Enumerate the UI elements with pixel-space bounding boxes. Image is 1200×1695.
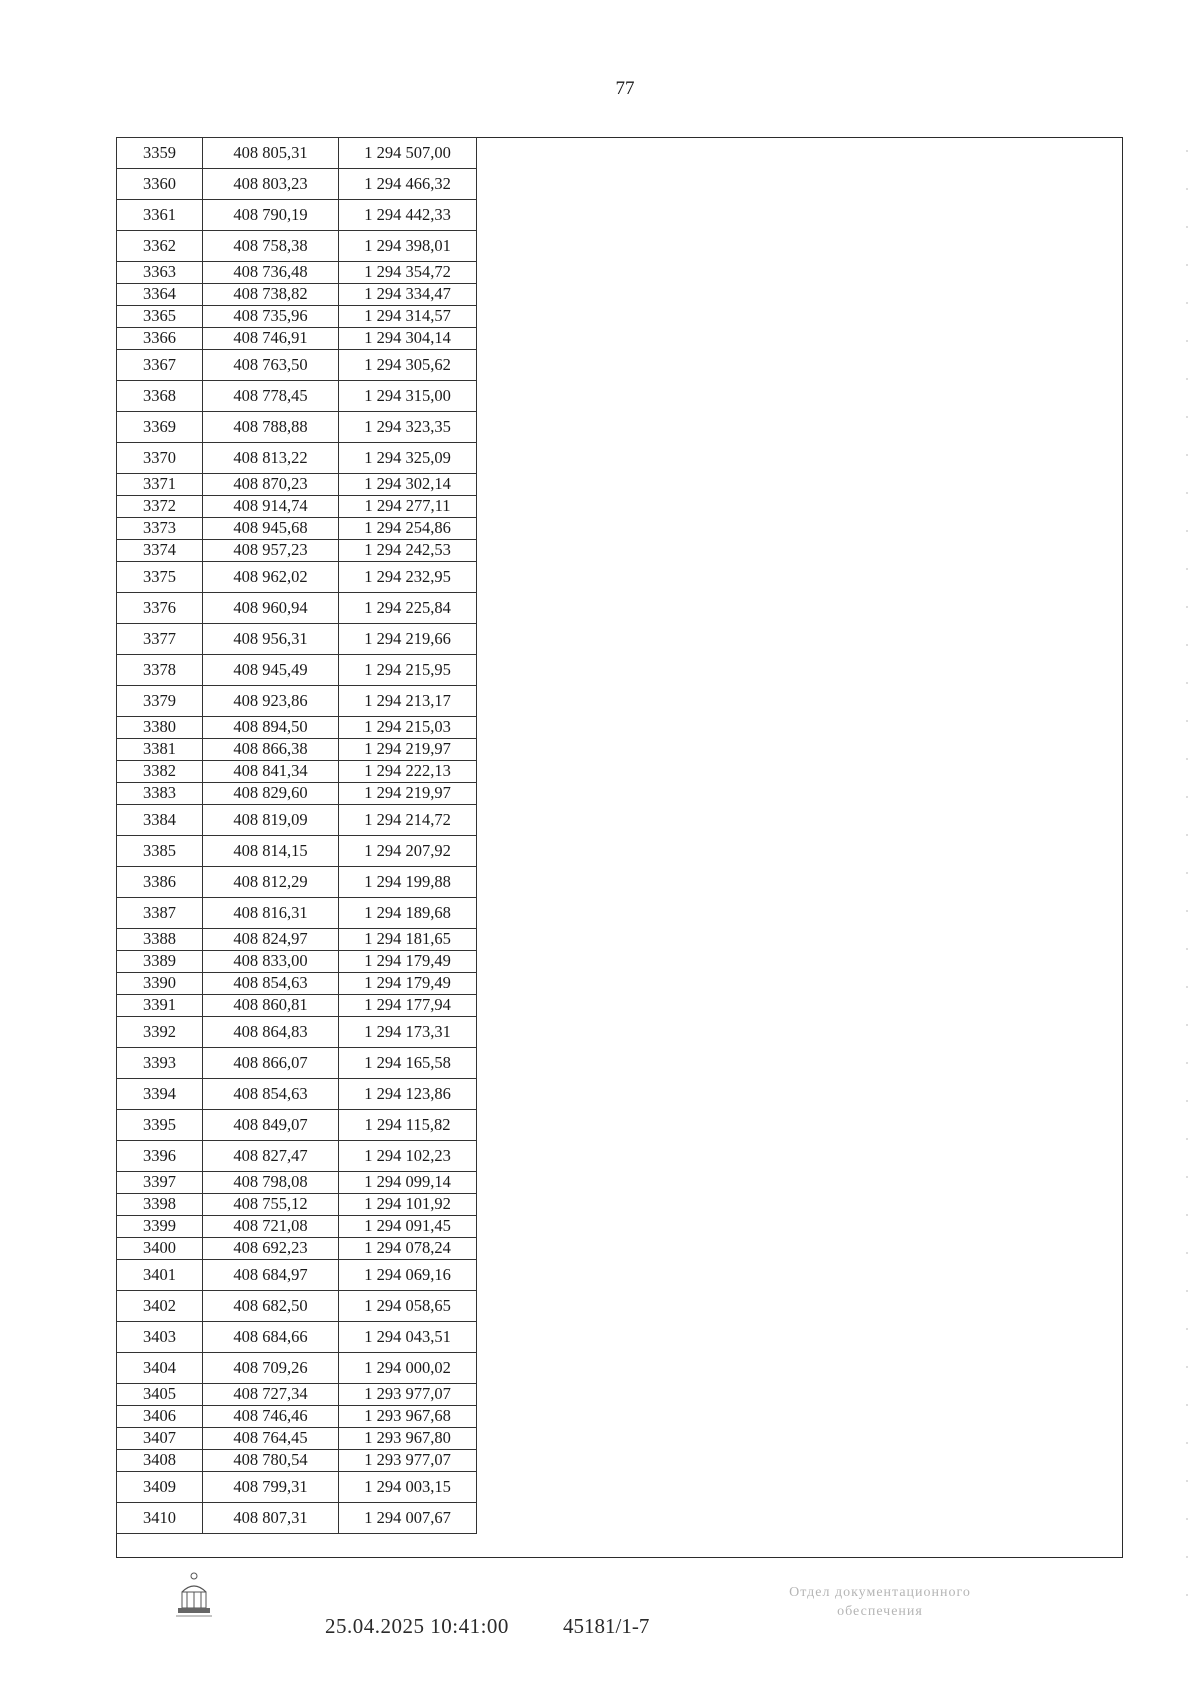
point-number-cell: 3404	[117, 1353, 203, 1384]
y-coordinate-cell: 1 294 199,88	[339, 867, 477, 898]
point-number-cell: 3377	[117, 624, 203, 655]
y-coordinate-cell: 1 294 242,53	[339, 540, 477, 562]
x-coordinate-cell: 408 956,31	[203, 624, 339, 655]
point-number-cell: 3369	[117, 412, 203, 443]
point-number-cell: 3384	[117, 805, 203, 836]
point-number-cell: 3367	[117, 350, 203, 381]
y-coordinate-cell: 1 294 302,14	[339, 474, 477, 496]
table-row	[117, 412, 477, 443]
x-coordinate-cell: 408 746,46	[203, 1406, 339, 1428]
point-number-cell: 3390	[117, 973, 203, 995]
x-coordinate-cell: 408 841,34	[203, 761, 339, 783]
y-coordinate-cell: 1 294 007,67	[339, 1503, 477, 1534]
table-row	[117, 1141, 477, 1172]
y-coordinate-cell: 1 294 354,72	[339, 262, 477, 284]
y-coordinate-cell: 1 294 325,09	[339, 443, 477, 474]
point-number-cell: 3392	[117, 1017, 203, 1048]
table-row	[117, 686, 477, 717]
y-coordinate-cell: 1 294 207,92	[339, 836, 477, 867]
y-coordinate-cell: 1 294 219,66	[339, 624, 477, 655]
y-coordinate-cell: 1 293 977,07	[339, 1450, 477, 1472]
point-number-cell: 3408	[117, 1450, 203, 1472]
footer-document-id: 45181/1-7	[563, 1614, 650, 1638]
y-coordinate-cell: 1 294 277,11	[339, 496, 477, 518]
point-number-cell: 3363	[117, 262, 203, 284]
emblem-icon	[172, 1570, 216, 1620]
point-number-cell: 3399	[117, 1216, 203, 1238]
y-coordinate-cell: 1 294 222,13	[339, 761, 477, 783]
x-coordinate-cell: 408 799,31	[203, 1472, 339, 1503]
table-row	[117, 593, 477, 624]
table-row	[117, 138, 477, 169]
x-coordinate-cell: 408 736,48	[203, 262, 339, 284]
point-number-cell: 3405	[117, 1384, 203, 1406]
x-coordinate-cell: 408 812,29	[203, 867, 339, 898]
x-coordinate-cell: 408 684,97	[203, 1260, 339, 1291]
y-coordinate-cell: 1 294 254,86	[339, 518, 477, 540]
table-row	[117, 1291, 477, 1322]
table-row	[117, 381, 477, 412]
y-coordinate-cell: 1 294 099,14	[339, 1172, 477, 1194]
table-row	[117, 717, 477, 739]
table-row	[117, 761, 477, 783]
table-row	[117, 231, 477, 262]
table-row	[117, 443, 477, 474]
point-number-cell: 3382	[117, 761, 203, 783]
y-coordinate-cell: 1 294 179,49	[339, 951, 477, 973]
table-row	[117, 836, 477, 867]
y-coordinate-cell: 1 294 214,72	[339, 805, 477, 836]
table-row	[117, 496, 477, 518]
point-number-cell: 3394	[117, 1079, 203, 1110]
point-number-cell: 3380	[117, 717, 203, 739]
x-coordinate-cell: 408 780,54	[203, 1450, 339, 1472]
x-coordinate-cell: 408 854,63	[203, 1079, 339, 1110]
point-number-cell: 3391	[117, 995, 203, 1017]
x-coordinate-cell: 408 805,31	[203, 138, 339, 169]
x-coordinate-cell: 408 960,94	[203, 593, 339, 624]
x-coordinate-cell: 408 755,12	[203, 1194, 339, 1216]
table-row	[117, 1048, 477, 1079]
point-number-cell: 3406	[117, 1406, 203, 1428]
point-number-cell: 3373	[117, 518, 203, 540]
table-row	[117, 995, 477, 1017]
y-coordinate-cell: 1 294 213,17	[339, 686, 477, 717]
point-number-cell: 3362	[117, 231, 203, 262]
x-coordinate-cell: 408 819,09	[203, 805, 339, 836]
y-coordinate-cell: 1 294 181,65	[339, 929, 477, 951]
footer-datetime: 25.04.2025 10:41:00	[325, 1614, 509, 1638]
table-row	[117, 350, 477, 381]
point-number-cell: 3375	[117, 562, 203, 593]
point-number-cell: 3368	[117, 381, 203, 412]
x-coordinate-cell: 408 803,23	[203, 169, 339, 200]
footer-note-line-1: Отдел документационного	[789, 1585, 971, 1600]
y-coordinate-cell: 1 294 078,24	[339, 1238, 477, 1260]
y-coordinate-cell: 1 294 179,49	[339, 973, 477, 995]
point-number-cell: 3397	[117, 1172, 203, 1194]
point-number-cell: 3395	[117, 1110, 203, 1141]
x-coordinate-cell: 408 721,08	[203, 1216, 339, 1238]
table-row	[117, 1238, 477, 1260]
page-number: 77	[615, 78, 635, 99]
x-coordinate-cell: 408 692,23	[203, 1238, 339, 1260]
y-coordinate-cell: 1 294 314,57	[339, 306, 477, 328]
table-row	[117, 624, 477, 655]
y-coordinate-cell: 1 294 304,14	[339, 328, 477, 350]
y-coordinate-cell: 1 294 000,02	[339, 1353, 477, 1384]
y-coordinate-cell: 1 294 219,97	[339, 783, 477, 805]
table-row	[117, 1384, 477, 1406]
point-number-cell: 3389	[117, 951, 203, 973]
y-coordinate-cell: 1 294 091,45	[339, 1216, 477, 1238]
x-coordinate-cell: 408 962,02	[203, 562, 339, 593]
table-row	[117, 1216, 477, 1238]
x-coordinate-cell: 408 778,45	[203, 381, 339, 412]
table-row	[117, 328, 477, 350]
table-row	[117, 518, 477, 540]
y-coordinate-cell: 1 294 069,16	[339, 1260, 477, 1291]
point-number-cell: 3388	[117, 929, 203, 951]
x-coordinate-cell: 408 957,23	[203, 540, 339, 562]
y-coordinate-cell: 1 294 189,68	[339, 898, 477, 929]
x-coordinate-cell: 408 790,19	[203, 200, 339, 231]
table-row	[117, 1172, 477, 1194]
x-coordinate-cell: 408 833,00	[203, 951, 339, 973]
point-number-cell: 3409	[117, 1472, 203, 1503]
y-coordinate-cell: 1 294 323,35	[339, 412, 477, 443]
table-row	[117, 1260, 477, 1291]
x-coordinate-cell: 408 945,49	[203, 655, 339, 686]
scan-artifact	[1186, 150, 1188, 1620]
point-number-cell: 3386	[117, 867, 203, 898]
table-row	[117, 200, 477, 231]
y-coordinate-cell: 1 294 442,33	[339, 200, 477, 231]
y-coordinate-cell: 1 294 123,86	[339, 1079, 477, 1110]
point-number-cell: 3385	[117, 836, 203, 867]
point-number-cell: 3393	[117, 1048, 203, 1079]
y-coordinate-cell: 1 294 507,00	[339, 138, 477, 169]
table-row	[117, 1406, 477, 1428]
x-coordinate-cell: 408 860,81	[203, 995, 339, 1017]
table-row	[117, 1079, 477, 1110]
table-row	[117, 1110, 477, 1141]
x-coordinate-cell: 408 824,97	[203, 929, 339, 951]
table-row	[117, 1017, 477, 1048]
y-coordinate-cell: 1 294 232,95	[339, 562, 477, 593]
point-number-cell: 3403	[117, 1322, 203, 1353]
x-coordinate-cell: 408 923,86	[203, 686, 339, 717]
x-coordinate-cell: 408 814,15	[203, 836, 339, 867]
y-coordinate-cell: 1 294 225,84	[339, 593, 477, 624]
table-row	[117, 973, 477, 995]
x-coordinate-cell: 408 764,45	[203, 1428, 339, 1450]
x-coordinate-cell: 408 763,50	[203, 350, 339, 381]
y-coordinate-cell: 1 294 215,95	[339, 655, 477, 686]
table-row	[117, 540, 477, 562]
y-coordinate-cell: 1 294 102,23	[339, 1141, 477, 1172]
table-row	[117, 655, 477, 686]
x-coordinate-cell: 408 866,38	[203, 739, 339, 761]
point-number-cell: 3400	[117, 1238, 203, 1260]
x-coordinate-cell: 408 788,88	[203, 412, 339, 443]
point-number-cell: 3387	[117, 898, 203, 929]
y-coordinate-cell: 1 294 115,82	[339, 1110, 477, 1141]
table-row	[117, 474, 477, 496]
point-number-cell: 3410	[117, 1503, 203, 1534]
table-row	[117, 1503, 477, 1534]
y-coordinate-cell: 1 294 215,03	[339, 717, 477, 739]
table-row	[117, 562, 477, 593]
x-coordinate-cell: 408 827,47	[203, 1141, 339, 1172]
point-number-cell: 3402	[117, 1291, 203, 1322]
y-coordinate-cell: 1 294 043,51	[339, 1322, 477, 1353]
point-number-cell: 3401	[117, 1260, 203, 1291]
table-row	[117, 1322, 477, 1353]
x-coordinate-cell: 408 866,07	[203, 1048, 339, 1079]
point-number-cell: 3366	[117, 328, 203, 350]
y-coordinate-cell: 1 294 315,00	[339, 381, 477, 412]
point-number-cell: 3398	[117, 1194, 203, 1216]
table-row	[117, 306, 477, 328]
x-coordinate-cell: 408 813,22	[203, 443, 339, 474]
y-coordinate-cell: 1 293 967,68	[339, 1406, 477, 1428]
coordinates-table	[116, 137, 477, 1534]
point-number-cell: 3383	[117, 783, 203, 805]
x-coordinate-cell: 408 829,60	[203, 783, 339, 805]
x-coordinate-cell: 408 894,50	[203, 717, 339, 739]
table-row	[117, 783, 477, 805]
table-row	[117, 284, 477, 306]
y-coordinate-cell: 1 294 398,01	[339, 231, 477, 262]
x-coordinate-cell: 408 758,38	[203, 231, 339, 262]
table-row	[117, 1428, 477, 1450]
point-number-cell: 3374	[117, 540, 203, 562]
x-coordinate-cell: 408 684,66	[203, 1322, 339, 1353]
x-coordinate-cell: 408 816,31	[203, 898, 339, 929]
footer-note-line-2: обеспечения	[837, 1603, 923, 1619]
y-coordinate-cell: 1 294 334,47	[339, 284, 477, 306]
table-row	[117, 929, 477, 951]
table-row	[117, 1472, 477, 1503]
x-coordinate-cell: 408 807,31	[203, 1503, 339, 1534]
point-number-cell: 3365	[117, 306, 203, 328]
coordinates-table-body	[117, 138, 477, 1534]
point-number-cell: 3361	[117, 200, 203, 231]
point-number-cell: 3378	[117, 655, 203, 686]
point-number-cell: 3379	[117, 686, 203, 717]
point-number-cell: 3364	[117, 284, 203, 306]
point-number-cell: 3376	[117, 593, 203, 624]
table-row	[117, 1353, 477, 1384]
point-number-cell: 3407	[117, 1428, 203, 1450]
point-number-cell: 3396	[117, 1141, 203, 1172]
x-coordinate-cell: 408 870,23	[203, 474, 339, 496]
table-row	[117, 898, 477, 929]
x-coordinate-cell: 408 735,96	[203, 306, 339, 328]
point-number-cell: 3381	[117, 739, 203, 761]
footer-department-note	[740, 1584, 1020, 1622]
table-row	[117, 1194, 477, 1216]
x-coordinate-cell: 408 727,34	[203, 1384, 339, 1406]
y-coordinate-cell: 1 294 173,31	[339, 1017, 477, 1048]
x-coordinate-cell: 408 945,68	[203, 518, 339, 540]
x-coordinate-cell: 408 854,63	[203, 973, 339, 995]
y-coordinate-cell: 1 294 058,65	[339, 1291, 477, 1322]
x-coordinate-cell: 408 864,83	[203, 1017, 339, 1048]
point-number-cell: 3360	[117, 169, 203, 200]
table-row	[117, 805, 477, 836]
table-row	[117, 867, 477, 898]
y-coordinate-cell: 1 294 219,97	[339, 739, 477, 761]
y-coordinate-cell: 1 293 967,80	[339, 1428, 477, 1450]
y-coordinate-cell: 1 293 977,07	[339, 1384, 477, 1406]
x-coordinate-cell: 408 914,74	[203, 496, 339, 518]
table-row	[117, 1450, 477, 1472]
y-coordinate-cell: 1 294 003,15	[339, 1472, 477, 1503]
footer	[0, 1570, 1200, 1650]
x-coordinate-cell: 408 682,50	[203, 1291, 339, 1322]
y-coordinate-cell: 1 294 177,94	[339, 995, 477, 1017]
x-coordinate-cell: 408 746,91	[203, 328, 339, 350]
point-number-cell: 3359	[117, 138, 203, 169]
point-number-cell: 3370	[117, 443, 203, 474]
x-coordinate-cell: 408 849,07	[203, 1110, 339, 1141]
table-row	[117, 169, 477, 200]
table-row	[117, 951, 477, 973]
y-coordinate-cell: 1 294 305,62	[339, 350, 477, 381]
x-coordinate-cell: 408 738,82	[203, 284, 339, 306]
y-coordinate-cell: 1 294 165,58	[339, 1048, 477, 1079]
point-number-cell: 3372	[117, 496, 203, 518]
x-coordinate-cell: 408 798,08	[203, 1172, 339, 1194]
table-row	[117, 739, 477, 761]
y-coordinate-cell: 1 294 101,92	[339, 1194, 477, 1216]
table-row	[117, 262, 477, 284]
y-coordinate-cell: 1 294 466,32	[339, 169, 477, 200]
x-coordinate-cell: 408 709,26	[203, 1353, 339, 1384]
point-number-cell: 3371	[117, 474, 203, 496]
